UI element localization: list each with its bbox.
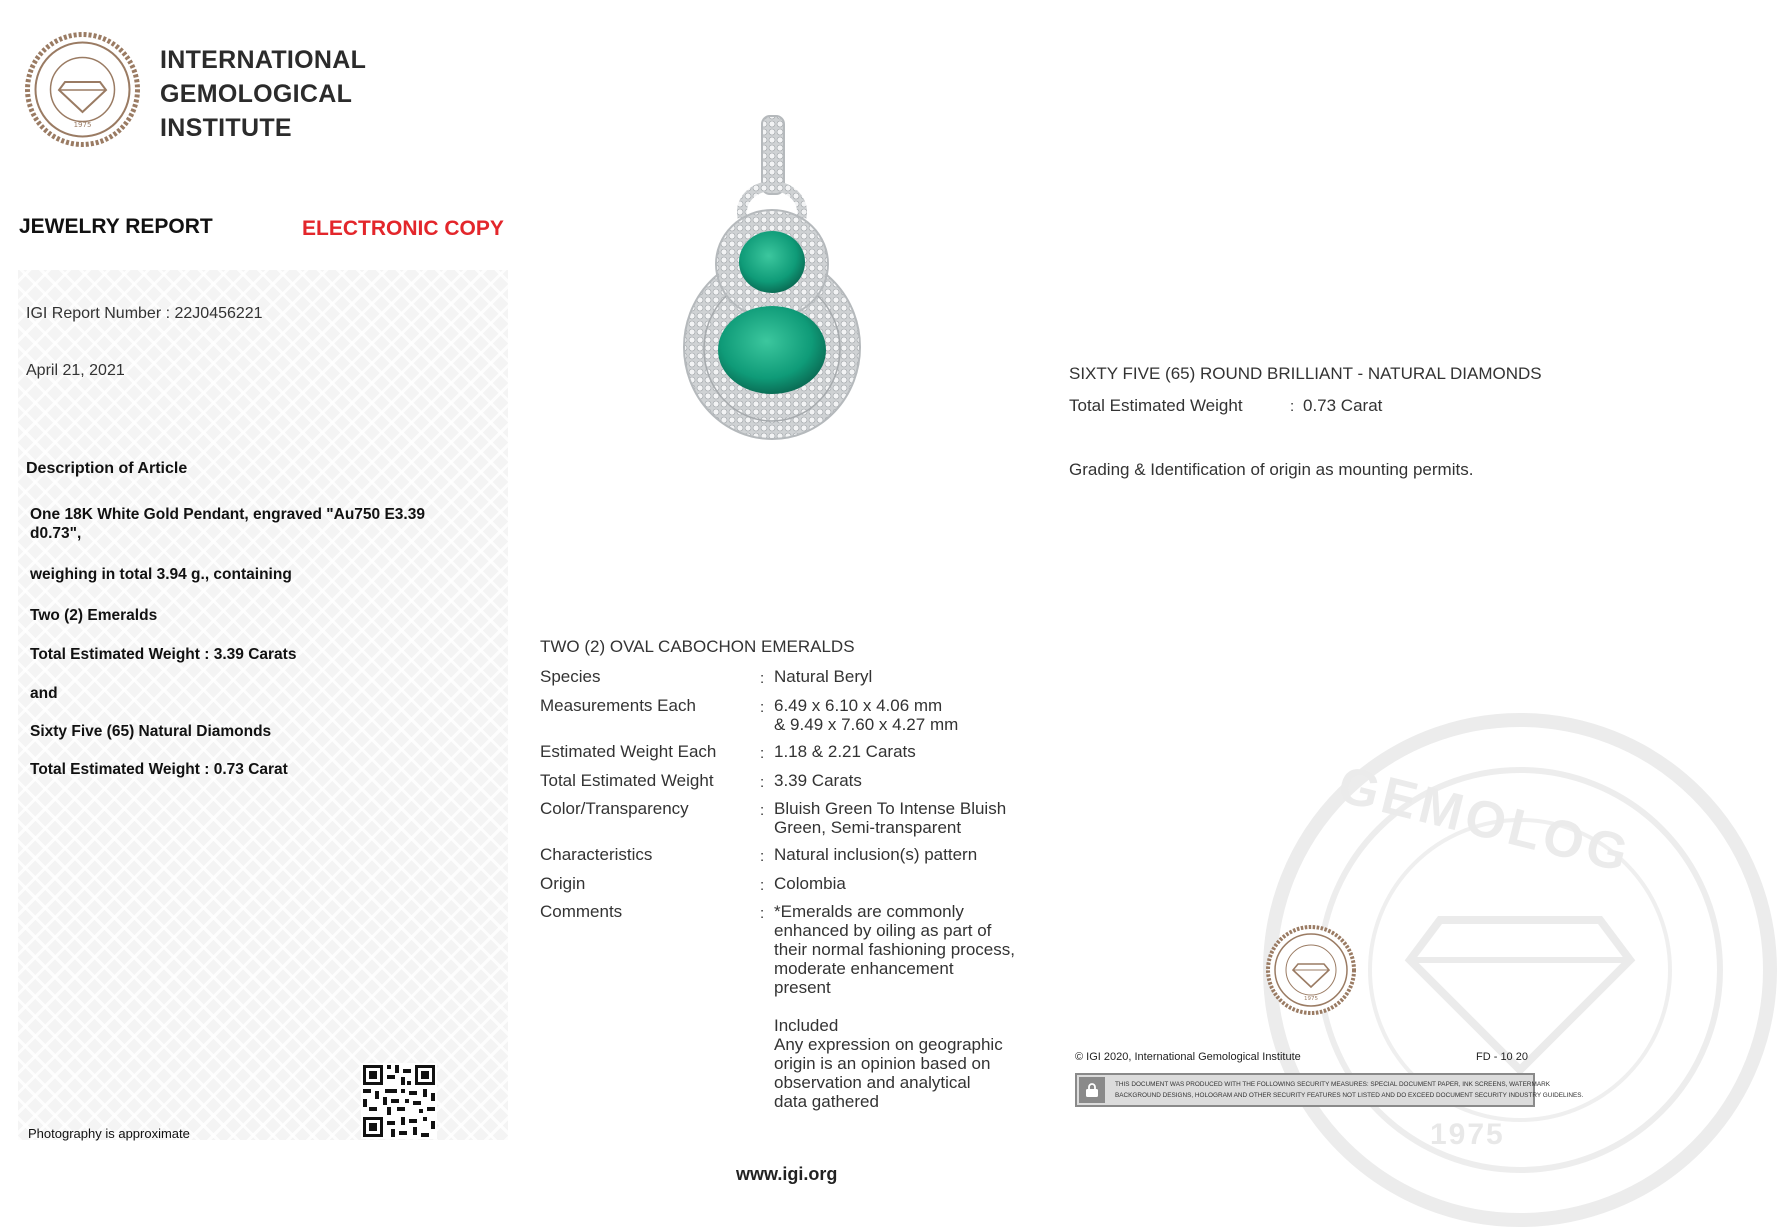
photography-note: Photography is approximate — [28, 1126, 190, 1141]
emerald-row-label: Color/Transparency — [540, 799, 689, 818]
igi-seal-logo — [25, 32, 140, 147]
website-link[interactable]: www.igi.org — [736, 1164, 838, 1184]
emerald-row-value: Natural inclusion(s) pattern — [774, 845, 978, 864]
org-name-line2: GEMOLOGICAL — [160, 80, 353, 108]
emerald-row-value: Natural Beryl — [774, 667, 873, 686]
emerald-row-colon: : — [760, 670, 765, 687]
svg-text:1975: 1975 — [1304, 996, 1318, 1002]
security-notice-line1: THIS DOCUMENT WAS PRODUCED WITH THE FOLLOWING SECURITY MEASURES: SPECIAL DOCUMENT PAPER, INK SCREENS, WATERMARK — [1115, 1081, 1550, 1088]
emerald-row-value: *Emeralds are commonly enhanced by oiling as part of their normal fashioning process, moderate enhancement present Included Any expression on geographic origin is an opinion based on observation and analytical data gathered — [774, 902, 1015, 1111]
svg-text:1975: 1975 — [73, 121, 92, 129]
security-notice-box — [1075, 1073, 1584, 1107]
security-notice-line2: BACKGROUND DESIGNS, HOLOGRAM AND OTHER SECURITY FEATURES NOT LISTED AND DO EXCEED DOCUMENT SECURITY INDUSTRY GUIDELINES. — [1115, 1092, 1584, 1099]
emerald-row-colon: : — [760, 802, 765, 819]
description-line: One 18K White Gold Pendant, engraved "Au750 E3.39 d0.73", — [30, 506, 425, 542]
diamonds-title: SIXTY FIVE (65) ROUND BRILLIANT - NATURAL DIAMONDS — [1069, 364, 1542, 383]
emerald-row-value: 6.49 x 6.10 x 4.06 mm & 9.49 x 7.60 x 4.27 mm — [774, 696, 959, 734]
emerald-row-label: Species — [540, 667, 601, 686]
emerald-row-label: Total Estimated Weight — [540, 771, 714, 790]
emerald-row-label: Comments — [540, 902, 623, 921]
emerald-row-colon: : — [760, 905, 765, 922]
description-line: weighing in total 3.94 g., containing — [30, 566, 292, 583]
org-name-line3: INSTITUTE — [160, 114, 292, 142]
description-line: Total Estimated Weight : 0.73 Carat — [30, 761, 288, 778]
diamonds-weight-value: 0.73 Carat — [1303, 396, 1383, 415]
report-number: IGI Report Number : 22J0456221 — [26, 305, 263, 322]
description-line: Sixty Five (65) Natural Diamonds — [30, 723, 272, 740]
qr-code[interactable] — [361, 1063, 437, 1139]
report-title: JEWELRY REPORT — [19, 215, 213, 238]
emerald-row-label: Estimated Weight Each — [540, 742, 717, 761]
copyright-notice: © IGI 2020, International Gemological Institute — [1075, 1051, 1301, 1063]
description-line: and — [30, 685, 58, 702]
emerald-row-colon: : — [760, 848, 765, 865]
watermark-text: GEMOLOG — [1332, 755, 1638, 885]
lock-icon — [1079, 1077, 1105, 1103]
description-line: Two (2) Emeralds — [30, 607, 158, 624]
emerald-row-colon: : — [760, 699, 765, 716]
electronic-copy-label: ELECTRONIC COPY — [302, 217, 504, 240]
emeralds-title: TWO (2) OVAL CABOCHON EMERALDS — [540, 637, 855, 656]
emerald-row-value: Colombia — [774, 874, 846, 893]
emerald-row-colon: : — [760, 745, 765, 762]
emerald-row-colon: : — [760, 877, 765, 894]
emerald-row-colon: : — [760, 774, 765, 791]
org-name-line1: INTERNATIONAL — [160, 46, 367, 74]
diamonds-weight-colon: : — [1290, 398, 1295, 415]
emerald-row-label: Characteristics — [540, 845, 653, 864]
watermark-year: 1975 — [1430, 1118, 1505, 1151]
emerald-row-value: 1.18 & 2.21 Carats — [774, 742, 916, 761]
emerald-row-value: Bluish Green To Intense Bluish Green, Semi-transparent — [774, 799, 1007, 837]
description-heading: Description of Article — [26, 460, 188, 477]
emerald-row-label: Measurements Each — [540, 696, 696, 715]
security-pattern-panel — [18, 270, 508, 1140]
igi-small-seal — [1266, 925, 1356, 1015]
report-date: April 21, 2021 — [26, 362, 125, 379]
org-name — [160, 43, 366, 145]
diamonds-note: Grading & Identification of origin as mounting permits. — [1069, 460, 1474, 479]
description-line: Total Estimated Weight : 3.39 Carats — [30, 646, 297, 663]
pendant-photo — [680, 112, 865, 442]
form-code: FD - 10 20 — [1476, 1051, 1528, 1063]
diamonds-weight-label: Total Estimated Weight — [1069, 396, 1243, 415]
emerald-row-label: Origin — [540, 874, 586, 893]
emerald-row-value: 3.39 Carats — [774, 771, 862, 790]
